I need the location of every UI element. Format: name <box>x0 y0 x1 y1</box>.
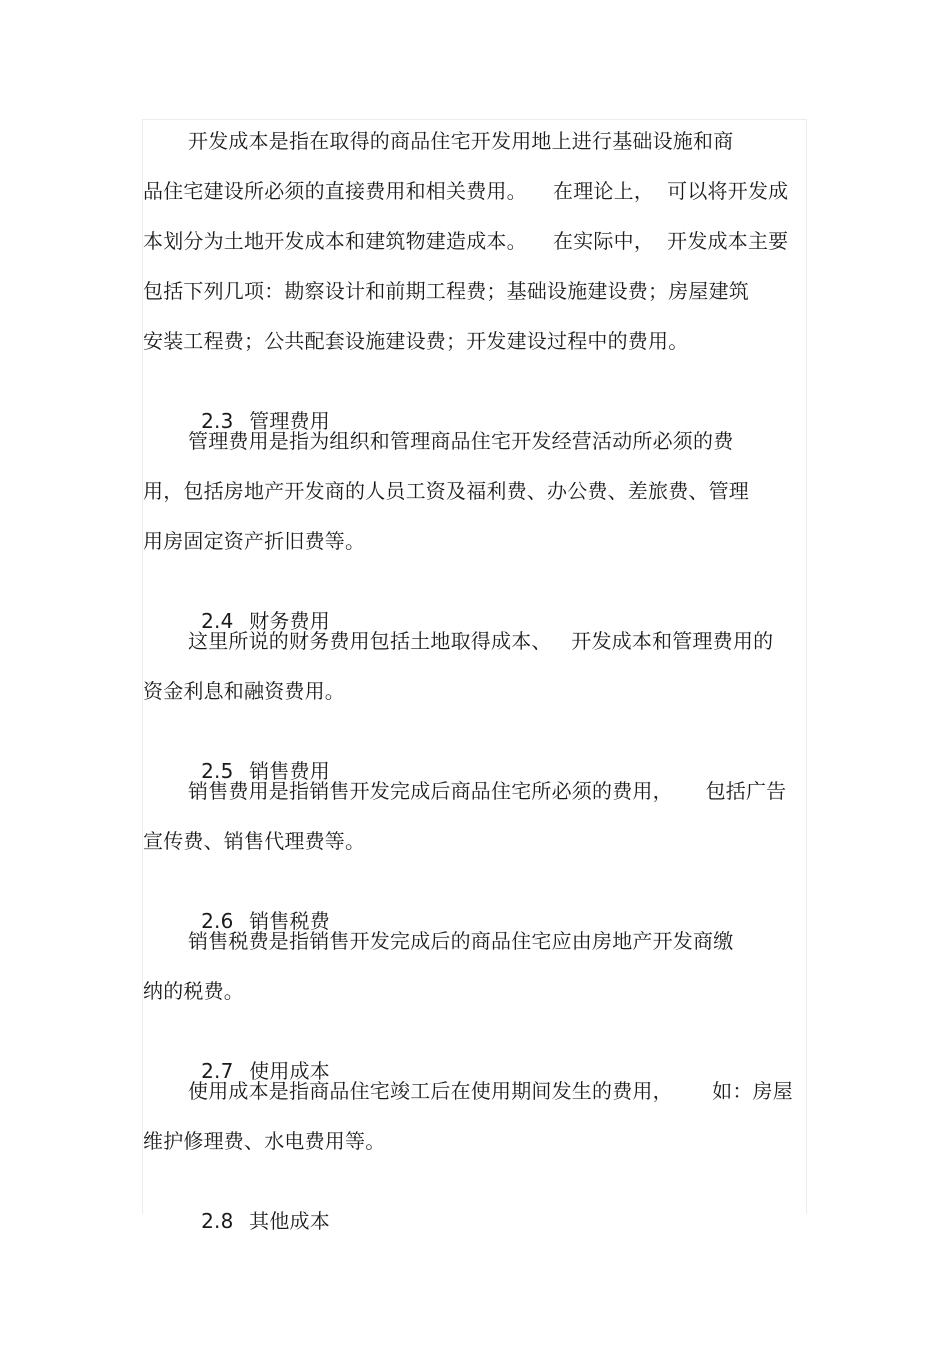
section-number: 2.3 <box>201 409 234 433</box>
paragraph-line: 这里所说的财务费用包括土地取得成本、 开发成本和管理费用的 <box>188 629 774 653</box>
section-title: 使用成本 <box>249 1059 330 1083</box>
section-number: 2.6 <box>201 909 234 933</box>
section-number: 2.5 <box>201 759 234 783</box>
paragraph-line: 维护修理费、水电费用等。 <box>143 1129 386 1153</box>
section-number: 2.7 <box>201 1059 234 1083</box>
section-title: 其他成本 <box>249 1209 330 1233</box>
paragraph-line: 用，包括房地产开发商的人员工资及福利费、办公费、差旅费、管理 <box>143 479 749 503</box>
section-heading-2-8 <box>188 1176 330 1236</box>
paragraph-line: 品住宅建设所必须的直接费用和相关费用。 在理论上， 可以将开发成 <box>143 179 789 203</box>
section-number: 2.4 <box>201 609 234 633</box>
paragraph-line: 安装工程费；公共配套设施建设费；开发建设过程中的费用。 <box>143 329 689 353</box>
section-title: 管理费用 <box>249 409 330 433</box>
section-number: 2.8 <box>201 1209 234 1233</box>
section-title: 财务费用 <box>249 609 330 633</box>
paragraph-line: 本划分为土地开发成本和建筑物建造成本。 在实际中， 开发成本主要 <box>143 229 789 253</box>
paragraph-line: 用房固定资产折旧费等。 <box>143 529 366 553</box>
paragraph-line: 管理费用是指为组织和管理商品住宅开发经营活动所必须的费 <box>188 429 734 453</box>
paragraph-line: 资金利息和融资费用。 <box>143 679 345 703</box>
section-title: 销售税费 <box>249 909 330 933</box>
section-title: 销售费用 <box>249 759 330 783</box>
paragraph-line: 销售费用是指销售开发完成后商品住宅所必须的费用， 包括广告 <box>188 779 787 803</box>
paragraph-line: 开发成本是指在取得的商品住宅开发用地上进行基础设施和商 <box>188 129 734 153</box>
paragraph-line: 宣传费、销售代理费等。 <box>143 829 366 853</box>
paragraph-line: 销售税费是指销售开发完成后的商品住宅应由房地产开发商缴 <box>188 929 734 953</box>
paragraph-line: 包括下列几项：勘察设计和前期工程费；基础设施建设费；房屋建筑 <box>143 279 749 303</box>
paragraph-line: 使用成本是指商品住宅竣工后在使用期间发生的费用， 如：房屋 <box>188 1079 793 1103</box>
paragraph-line: 纳的税费。 <box>143 979 244 1003</box>
